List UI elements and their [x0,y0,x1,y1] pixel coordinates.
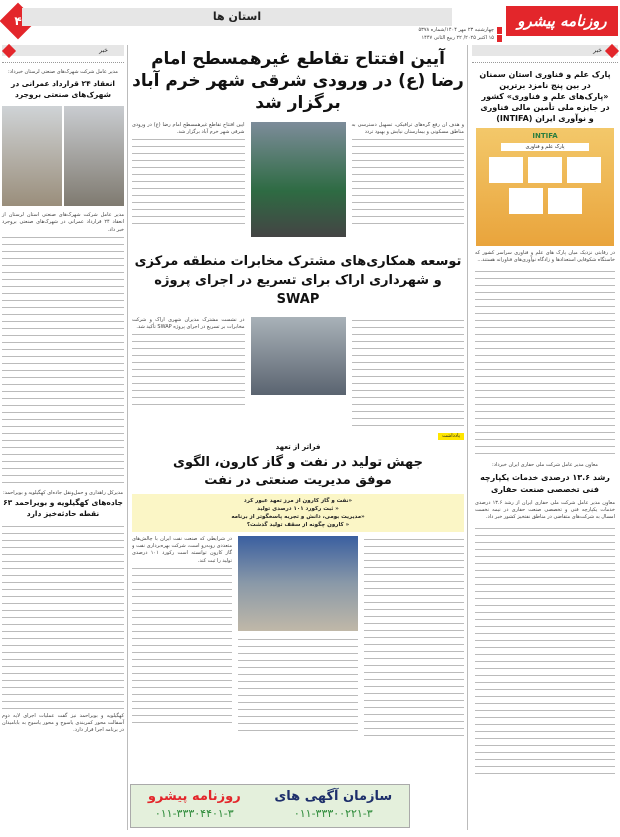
article-body: کهگیلویه و بویراحمد نیز گفت عملیات اجرای لایه دوم آسفالت محور کمربندی یاسوج و محور یاسوج به بابامیدان در برنامه اجرا قرار دارد. [2,713,124,734]
newspaper-logo: روزنامه پیشرو [506,6,618,36]
section-title: استان ها [22,8,452,26]
date-line-2: ۱۵ اکتبر ۲۰۲۵/ ۲۲ ربیع الثانی ۱۴۴۷ [414,35,502,42]
ad-title: سازمان آگهی های [274,789,393,804]
conference-photo [238,536,358,631]
note-tag: یادداشت [438,433,464,440]
kicker: معاون مدیر عامل شرکت ملی حفاری ایران خبرداد: [492,462,598,469]
ceremony-photo [251,122,346,237]
date-line-1: چهارشنبه ۲۳ مهر ۱۴۰۴/شماره ۵۳۷۸ [414,27,502,34]
section-label: خبر [2,45,124,56]
right-column [472,45,618,775]
kicker: فراتر از تعهد [275,443,321,451]
article-body: مدیر عامل شرکت شهرک‌های صنعتی استان لرستان از انعقاد ۲۴ قرارداد عمرانی در شهرک‌های صنعتی بروجرد خبر داد. [2,212,124,233]
ad-brand: روزنامه پیشرو [147,789,241,804]
column-divider [467,45,468,830]
headline: انعقاد ۲۴ قرارداد عمرانی در شهرک‌های صنعتی بروجرد [11,79,115,100]
ad-phone-1: ۰۱۱-۳۳۳۰۰۲۲۱-۳ [293,807,373,820]
headline: پارک علم و فناوری استان سمنان در بین پنج نامزد برترین «پارک‌های علم و فناوری» کشور در جایزه ملی تأمین مالی فناوری و نوآوری ایران (INTIFA) [479,70,611,123]
left-column [2,45,124,735]
article-body: آیین افتتاح تقاطع غیرهمسطح امام رضا (ع) در ورودی شرقی شهر خرم آباد برگزار شد. [132,122,245,136]
page-number: ۴ [14,14,22,28]
article-body: در رقابتی نزدیک میان پارک های علم و فناوری سراسر کشور که خاستگاه شکوفایی استعدادها و زادگاه نوآوری‌های فناورانه هستند... [475,250,615,264]
article-body: در نشست مشترک مدیران شهری اراک و شرکت مخابرات بر تسریع در اجرای پروژه SWAP تأکید شد. [132,317,245,331]
article-body: در شرایطی که صنعت نفت ایران با چالش‌های متعددی روبه‌رو است، شرکت بهره‌برداری نفت و گاز کارون توانسته است رکورد ۱۰۱ درصدی تولید را ثبت کند. [132,536,233,564]
road-photos [2,106,124,206]
headline: رشد ۱۳.۶ درصدی خدمات یکپارچه فنی تخصصی صنعت حفاری [480,472,610,494]
article-body: معاون مدیر عامل شرکت ملی حفاری ایران از رشد ۱۳.۶ درصدی خدمات یکپارچه فنی و تخصصی صنعت حفاری در نیمه نخست امسال به شرکت‌های متقاضی در مناطق نفتخیز کشور خبر داد. [475,499,615,521]
headline: جهش تولید در نفت و گاز کارون، الگوی موفق مدیریت صنعتی در نفت [173,455,423,488]
ad-phone-2: ۰۱۱-۳۳۳۰۴۴۰۱-۳ [154,807,234,820]
kicker: مدیر عامل شرکت شهرک‌های صنعتی لرستان خبرداد: [8,69,118,75]
center-column [132,48,464,736]
intifa-infographic: INTIFA پارک علم و فناوری [476,128,614,246]
section-label: خبر [472,45,618,56]
dateline [414,27,502,43]
lead-headline: آیین افتتاح تقاطع غیرهمسطح امام رضا (ع) در ورودی شرقی شهر خرم آباد برگزار شد [132,49,464,113]
kicker: مدیرکل راهداری و حمل‌ونقل جاده‌ای کهگیلویه و بویراحمد: [2,489,124,496]
headline: جاده‌های کهگیلویه و بویراحمد ۶۳ نقطه حادثه‌خیز دارد [3,498,123,519]
advertising-banner [130,784,410,828]
highlights-box: «نفت و گاز کارون از مرز تعهد عبور کرد « ثبت رکورد ۱۰۱ درصدی تولید «مدیریت بومی، دانش و تجربه پاسخگوتر از برنامه « کارون چگونه از سقف تولید گذشت؟ [132,494,464,532]
article-body: و هدف آن رفع گره‌های ترافیکی، تسهیل دسترسی به مناطق مسکونی و بیمارستان نیایش و بهبود تردد [351,122,464,136]
headline: توسعه همکاری‌های مشترک مخابرات منطقه مرکزی و شهرداری اراک برای تسریع در اجرای پروژه SWAP [134,254,462,307]
column-divider [127,45,128,830]
meeting-photo [251,317,346,395]
